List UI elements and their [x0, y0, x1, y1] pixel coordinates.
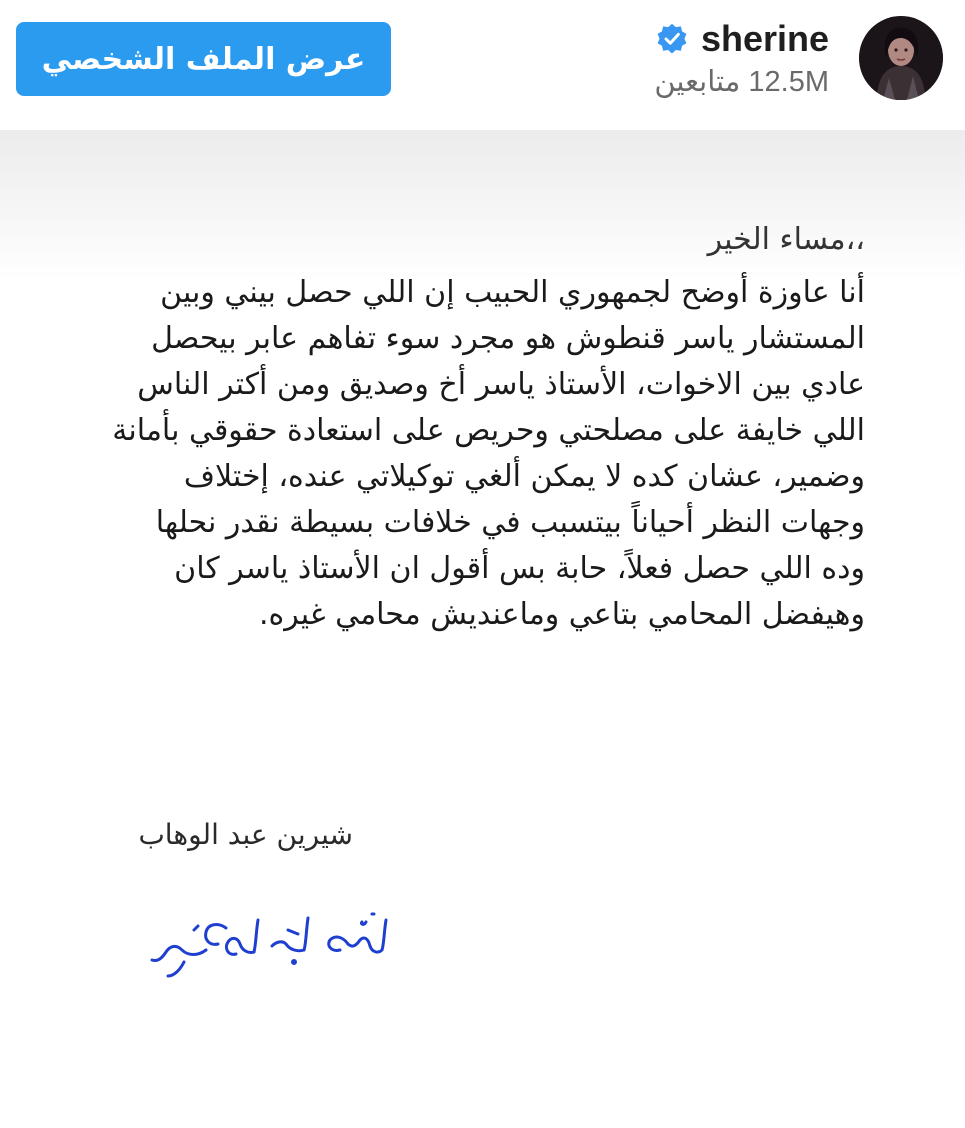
handwritten-signature [148, 900, 398, 995]
verified-badge-icon [655, 22, 689, 56]
story-header [0, 0, 965, 130]
letter-greeting: ،،مساء الخير [707, 222, 865, 257]
name-row [655, 18, 829, 60]
letter-image [0, 130, 965, 1128]
view-profile-button[interactable]: عرض الملف الشخصي [16, 22, 391, 96]
letter-body [105, 218, 865, 638]
followers-count: 12.5M متابعين [654, 65, 829, 98]
username[interactable]: sherine [700, 17, 829, 59]
avatar[interactable] [859, 16, 943, 100]
sender-name: شيرين عبد الوهاب [138, 818, 353, 851]
profile-info[interactable] [654, 16, 943, 100]
letter-paragraph: أنا عاوزة أوضح لجمهوري الحبيب إن اللي حصل بيني وبين المستشار ياسر قنطوش هو مجرد سوء تفاهم عابر بيحصل عادي بين الاخوات، الأستاذ ياسر أخ وصديق ومن أكتر الناس اللي خايفة على مصلحتي وحريص على استعادة حقوقي بأمانة وضمير، عشان كده لا يمكن ألغي توكيلاتي عنده، إختلاف وجهات النظر أحياناً بيتسبب في خلافات بسيطة نقدر نحلها وده اللي حصل فعلاً، حابة بس أقول ان الأستاذ ياسر كان وهيفضل المحامي بتاعي وماعنديش محامي غيره. [112, 275, 865, 632]
profile-text [654, 18, 829, 99]
